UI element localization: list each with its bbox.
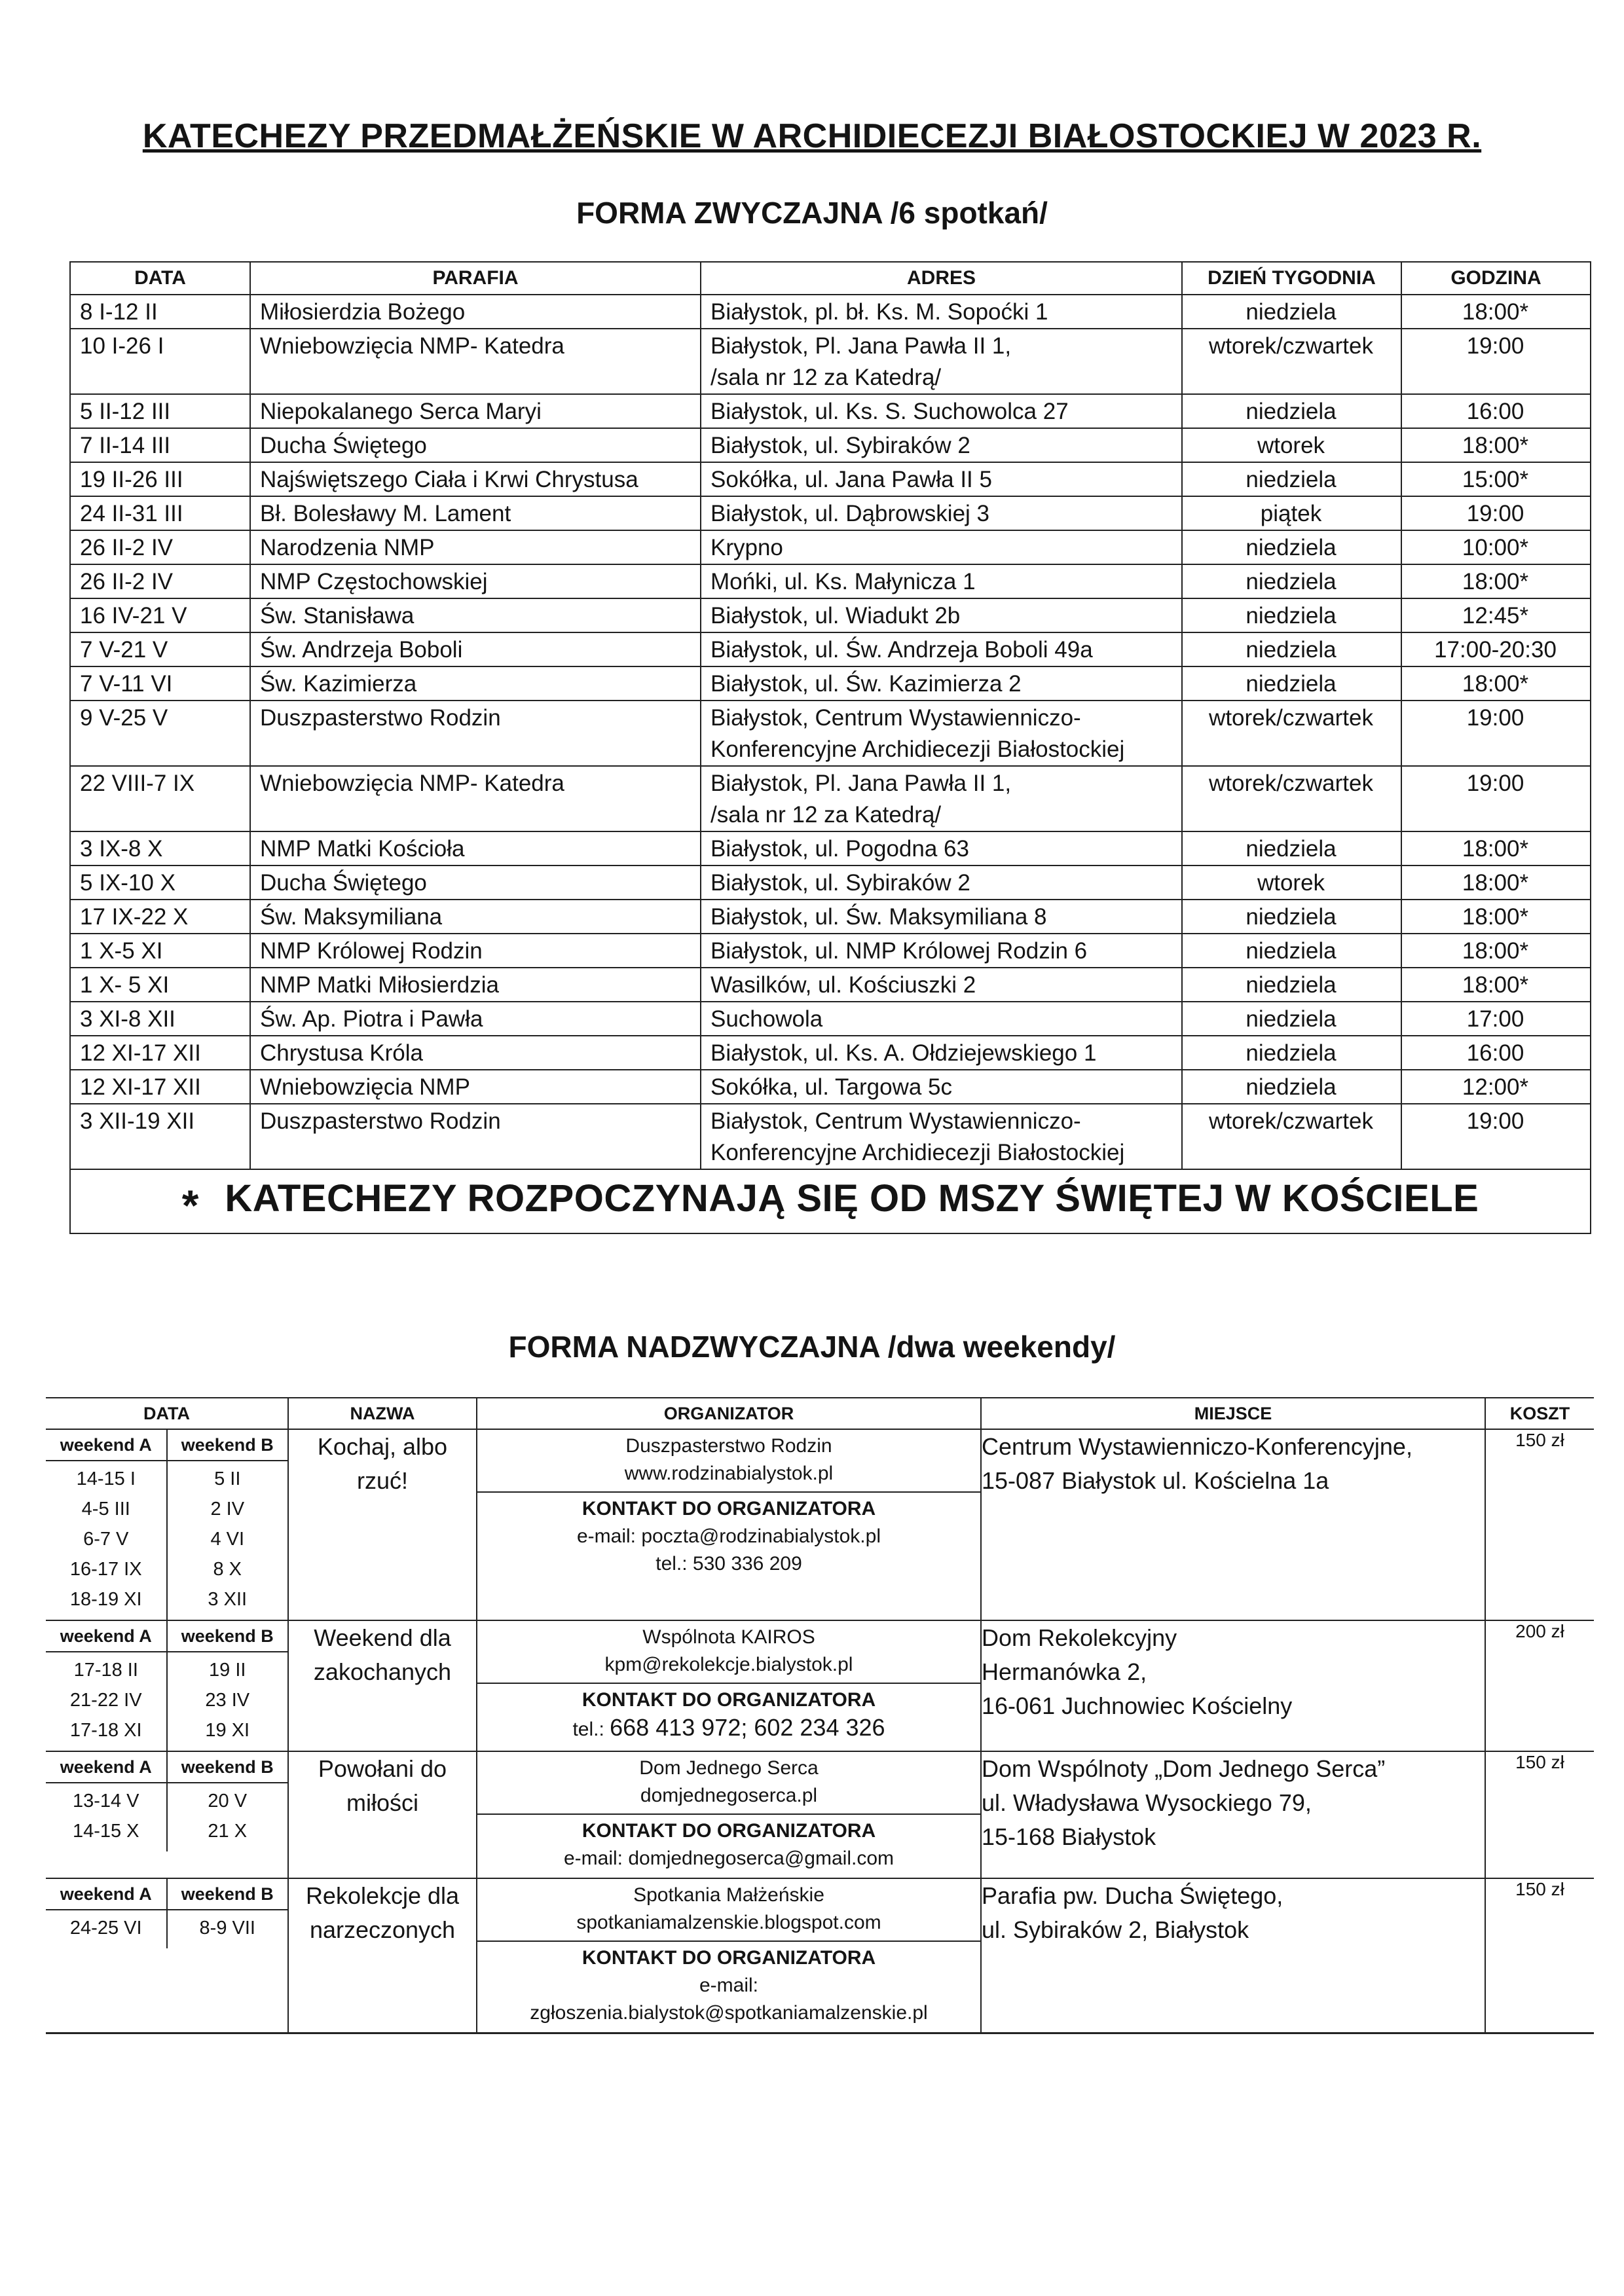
- address-line: Białystok, ul. Sybiraków 2: [710, 870, 970, 896]
- cell-weekday: wtorek/czwartek: [1182, 766, 1401, 831]
- phone-numbers: 668 413 972; 602 234 326: [610, 1714, 885, 1741]
- table-row: [70, 1070, 1591, 1104]
- address-line: Białystok, ul. Św. Andrzeja Boboli 49a: [710, 637, 1093, 663]
- weekend-header: [46, 1430, 287, 1461]
- column-header-place: MIEJSCE: [981, 1398, 1485, 1429]
- cell-weekday: niedziela: [1182, 934, 1401, 968]
- weekend-b-label: weekend B: [181, 1435, 274, 1455]
- table-row: [70, 530, 1591, 564]
- table-row: [70, 968, 1591, 1002]
- column-header-parish: PARAFIA: [250, 262, 701, 295]
- organizer-info: [477, 1752, 980, 1815]
- table-row: [70, 496, 1591, 530]
- cell-hour: 18:00*: [1401, 564, 1591, 598]
- cell-date: 12 XI-17 XII: [70, 1036, 250, 1070]
- cell-weekday: niedziela: [1182, 295, 1401, 329]
- table-row: [70, 666, 1591, 701]
- weekend-date: 17-18 II: [73, 1660, 138, 1681]
- address-line: Mońki, ul. Ks. Małynicza 1: [710, 569, 976, 594]
- cell-weekday: piątek: [1182, 496, 1401, 530]
- cell-cost: 200 zł: [1485, 1620, 1594, 1751]
- organizer-info: [477, 1621, 980, 1684]
- organizer-name: Spotkania Małżeńskie: [633, 1884, 824, 1906]
- cell-parish: Wniebowzięcia NMP: [250, 1070, 701, 1104]
- column-header-address: ADRES: [701, 262, 1182, 295]
- weekend-date: 17-18 XI: [69, 1720, 142, 1741]
- cell-organizer: [477, 1878, 981, 2033]
- address-line: /sala nr 12 za Katedrą/: [710, 365, 942, 390]
- cell-address: [701, 632, 1182, 666]
- contact-line: tel.: 530 336 209: [655, 1553, 802, 1575]
- contact-line: zgłoszenia.bialystok@spotkaniamalzenskie.pl: [530, 2002, 928, 2024]
- cell-address: [701, 701, 1182, 766]
- organizer-info: [477, 1430, 980, 1493]
- cell-dates: [46, 1429, 288, 1620]
- address-line: Białystok, ul. Ks. A. Ołdziejewskiego 1: [710, 1040, 1097, 1066]
- cell-parish: NMP Matki Kościoła: [250, 831, 701, 866]
- column-header-weekday: DZIEŃ TYGODNIA: [1182, 262, 1401, 295]
- cell-dates: [46, 1620, 288, 1751]
- cell-date: 5 II-12 III: [70, 394, 250, 428]
- cell-date: 26 II-2 IV: [70, 564, 250, 598]
- cell-event-name: Rekolekcje dla narzeczonych: [288, 1878, 477, 2033]
- cell-date: 22 VIII-7 IX: [70, 766, 250, 831]
- address-line: Białystok, Pl. Jana Pawła II 1,: [710, 333, 1012, 359]
- cell-organizer: [477, 1751, 981, 1878]
- weekend-date: 13-14 V: [72, 1791, 139, 1812]
- table-header-row: [70, 262, 1591, 295]
- cell-hour: 15:00*: [1401, 462, 1591, 496]
- place-line: 16-061 Juchnowiec Kościelny: [982, 1692, 1293, 1719]
- weekend-date: 4-5 III: [81, 1499, 130, 1520]
- column-header-organizer: ORGANIZATOR: [477, 1398, 981, 1429]
- table-row: [70, 1036, 1591, 1070]
- address-line: Krypno: [710, 535, 783, 560]
- cell-hour: 19:00: [1401, 329, 1591, 394]
- cell-weekday: niedziela: [1182, 1036, 1401, 1070]
- cell-weekday: niedziela: [1182, 900, 1401, 934]
- cell-date: 9 V-25 V: [70, 701, 250, 766]
- cell-address: [701, 329, 1182, 394]
- cell-place: [981, 1878, 1485, 2033]
- cell-address: [701, 1104, 1182, 1169]
- table-header-row: [46, 1398, 1594, 1429]
- cell-date: 10 I-26 I: [70, 329, 250, 394]
- weekend-date: 18-19 XI: [69, 1589, 142, 1610]
- contact-line: e-mail: domjednegoserca@gmail.com: [564, 1848, 894, 1869]
- address-line: Białystok, ul. Pogodna 63: [710, 836, 969, 862]
- address-line: Białystok, ul. Wiadukt 2b: [710, 603, 961, 629]
- address-line: Białystok, ul. Św. Kazimierza 2: [710, 671, 1022, 697]
- table-row: [70, 394, 1591, 428]
- cell-address: [701, 831, 1182, 866]
- weekend-dates: [46, 1461, 287, 1620]
- cell-date: 8 I-12 II: [70, 295, 250, 329]
- cell-hour: 18:00*: [1401, 866, 1591, 900]
- cell-address: [701, 598, 1182, 632]
- cell-address: [701, 1070, 1182, 1104]
- cell-date: 1 X-5 XI: [70, 934, 250, 968]
- cell-weekday: wtorek/czwartek: [1182, 1104, 1401, 1169]
- organizer-contact: [477, 1493, 980, 1583]
- weekend-date: 16-17 IX: [69, 1559, 142, 1580]
- cell-hour: 17:00: [1401, 1002, 1591, 1036]
- weekend-date: 21 X: [208, 1821, 248, 1842]
- organizer-website: spotkaniamalzenskie.blogspot.com: [576, 1912, 881, 1933]
- weekend-date: 21-22 IV: [69, 1690, 142, 1711]
- section-heading-regular: FORMA ZWYCZAJNA /6 spotkań/: [576, 196, 1048, 230]
- cell-parish: Wniebowzięcia NMP- Katedra: [250, 329, 701, 394]
- cell-parish: NMP Królowej Rodzin: [250, 934, 701, 968]
- table-row: [70, 598, 1591, 632]
- cell-date: 3 IX-8 X: [70, 831, 250, 866]
- place-line: Dom Wspólnoty „Dom Jednego Serca”: [982, 1755, 1386, 1782]
- cell-date: 7 V-11 VI: [70, 666, 250, 701]
- weekend-dates: [46, 1652, 287, 1751]
- address-line: Sokółka, ul. Targowa 5c: [710, 1074, 953, 1100]
- cell-parish: Św. Andrzeja Boboli: [250, 632, 701, 666]
- weekend-dates: [46, 1910, 287, 1948]
- footnote: [70, 1169, 1591, 1233]
- cell-hour: 16:00: [1401, 394, 1591, 428]
- organizer-name: Wspólnota KAIROS: [642, 1626, 815, 1648]
- table-row: [70, 831, 1591, 866]
- extraordinary-form-table: [46, 1397, 1594, 2034]
- table-row: [70, 766, 1591, 831]
- organizer-website: www.rodzinabialystok.pl: [624, 1463, 834, 1484]
- cell-parish: Narodzenia NMP: [250, 530, 701, 564]
- address-line: Konferencyjne Archidiecezji Białostockiej: [710, 737, 1125, 762]
- footnote-row: [70, 1169, 1591, 1233]
- weekend-date: 20 V: [208, 1791, 248, 1812]
- weekend-b-dates: [168, 1461, 288, 1620]
- cell-parish: Niepokalanego Serca Maryi: [250, 394, 701, 428]
- weekend-a-dates: [46, 1461, 168, 1620]
- weekend-date: 14-15 I: [76, 1468, 136, 1489]
- weekend-date: 19 II: [209, 1660, 246, 1681]
- cell-date: 3 XII-19 XII: [70, 1104, 250, 1169]
- phone-prefix: tel.:: [572, 1719, 604, 1740]
- cell-weekday: wtorek: [1182, 428, 1401, 462]
- cell-parish: Wniebowzięcia NMP- Katedra: [250, 766, 701, 831]
- cell-event-name: Weekend dla zakochanych: [288, 1620, 477, 1751]
- table-row: [46, 1751, 1594, 1878]
- weekend-b-label: weekend B: [181, 1757, 274, 1777]
- organizer-website: kpm@rekolekcje.bialystok.pl: [604, 1654, 853, 1675]
- cell-hour: 19:00: [1401, 496, 1591, 530]
- cell-cost: 150 zł: [1485, 1878, 1594, 2033]
- address-line: Białystok, ul. Sybiraków 2: [710, 433, 970, 458]
- cell-hour: 18:00*: [1401, 428, 1591, 462]
- address-line: Białystok, Centrum Wystawienniczo-: [710, 1108, 1081, 1134]
- place-line: Hermanówka 2,: [982, 1658, 1147, 1685]
- weekend-b-label: weekend B: [181, 1626, 274, 1646]
- table-row: [70, 329, 1591, 394]
- cell-parish: NMP Częstochowskiej: [250, 564, 701, 598]
- cell-parish: Chrystusa Króla: [250, 1036, 701, 1070]
- table-row: [70, 866, 1591, 900]
- section-heading-extraordinary: FORMA NADZWYCZAJNA /dwa weekendy/: [508, 1330, 1116, 1364]
- cell-hour: 10:00*: [1401, 530, 1591, 564]
- cell-hour: 12:45*: [1401, 598, 1591, 632]
- cell-dates: [46, 1878, 288, 2033]
- cell-address: [701, 934, 1182, 968]
- table-row: [46, 1878, 1594, 2033]
- cell-address: [701, 666, 1182, 701]
- cell-event-name: Kochaj, albo rzuć!: [288, 1429, 477, 1620]
- regular-form-table: [69, 261, 1591, 1234]
- cell-hour: 18:00*: [1401, 900, 1591, 934]
- cell-parish: Najświętszego Ciała i Krwi Chrystusa: [250, 462, 701, 496]
- cell-organizer: [477, 1429, 981, 1620]
- cell-parish: Bł. Bolesławy M. Lament: [250, 496, 701, 530]
- contact-line: e-mail:: [699, 1975, 758, 1996]
- cell-address: [701, 530, 1182, 564]
- table-row: [70, 462, 1591, 496]
- cell-parish: Św. Ap. Piotra i Pawła: [250, 1002, 701, 1036]
- cell-parish: Duszpasterstwo Rodzin: [250, 1104, 701, 1169]
- cell-place: [981, 1751, 1485, 1878]
- address-line: Sokółka, ul. Jana Pawła II 5: [710, 467, 992, 492]
- cell-weekday: niedziela: [1182, 530, 1401, 564]
- column-header-name: NAZWA: [288, 1398, 477, 1429]
- cell-hour: 16:00: [1401, 1036, 1591, 1070]
- cell-date: 16 IV-21 V: [70, 598, 250, 632]
- cell-date: 7 II-14 III: [70, 428, 250, 462]
- cell-cost: 150 zł: [1485, 1429, 1594, 1620]
- table-row: [70, 564, 1591, 598]
- contact-label: KONTAKT DO ORGANIZATORA: [581, 1498, 876, 1520]
- cell-weekday: niedziela: [1182, 831, 1401, 866]
- cell-weekday: niedziela: [1182, 564, 1401, 598]
- cell-address: [701, 295, 1182, 329]
- cell-weekday: niedziela: [1182, 1002, 1401, 1036]
- address-line: Białystok, ul. NMP Królowej Rodzin 6: [710, 938, 1088, 964]
- weekend-date: 5 II: [214, 1468, 241, 1489]
- cell-parish: Św. Maksymiliana: [250, 900, 701, 934]
- cell-date: 19 II-26 III: [70, 462, 250, 496]
- table-row: [70, 900, 1591, 934]
- table-row: [46, 1429, 1594, 1620]
- weekend-a-dates: [46, 1783, 168, 1851]
- cell-parish: Św. Kazimierza: [250, 666, 701, 701]
- cell-date: 12 XI-17 XII: [70, 1070, 250, 1104]
- address-line: Białystok, pl. bł. Ks. M. Sopoćki 1: [710, 299, 1048, 325]
- cell-weekday: wtorek/czwartek: [1182, 329, 1401, 394]
- cell-address: [701, 900, 1182, 934]
- table-row: [70, 1104, 1591, 1169]
- address-line: Białystok, Pl. Jana Pawła II 1,: [710, 771, 1012, 796]
- cell-hour: 19:00: [1401, 1104, 1591, 1169]
- table-row: [70, 295, 1591, 329]
- cell-address: [701, 766, 1182, 831]
- cell-address: [701, 394, 1182, 428]
- table-row: [70, 934, 1591, 968]
- weekend-date: 8 X: [213, 1559, 242, 1580]
- place-line: ul. Władysława Wysockiego 79,: [982, 1789, 1312, 1816]
- weekend-header: [46, 1752, 287, 1783]
- weekend-a-label: weekend A: [46, 1621, 168, 1651]
- cell-weekday: niedziela: [1182, 666, 1401, 701]
- address-line: /sala nr 12 za Katedrą/: [710, 802, 942, 828]
- cell-address: [701, 968, 1182, 1002]
- weekend-header: [46, 1621, 287, 1652]
- weekend-date: 14-15 X: [72, 1821, 139, 1842]
- weekend-a-dates: [46, 1910, 168, 1948]
- organizer-name: Dom Jednego Serca: [639, 1757, 819, 1779]
- address-line: Konferencyjne Archidiecezji Białostockiej: [710, 1140, 1125, 1165]
- cell-date: 1 X- 5 XI: [70, 968, 250, 1002]
- cell-address: [701, 1002, 1182, 1036]
- weekend-b-dates: [168, 1652, 288, 1751]
- cell-weekday: niedziela: [1182, 394, 1401, 428]
- place-line: 15-087 Białystok ul. Kościelna 1a: [982, 1467, 1329, 1494]
- cell-parish: Św. Stanisława: [250, 598, 701, 632]
- cell-weekday: niedziela: [1182, 1070, 1401, 1104]
- weekend-b-dates: [168, 1783, 288, 1851]
- weekend-a-label: weekend A: [46, 1430, 168, 1460]
- column-header-date: DATA: [70, 262, 250, 295]
- contact-label: KONTAKT DO ORGANIZATORA: [581, 1820, 876, 1842]
- weekend-b-label: weekend B: [181, 1884, 274, 1904]
- column-header-hour: GODZINA: [1401, 262, 1591, 295]
- cell-weekday: niedziela: [1182, 598, 1401, 632]
- cell-hour: 18:00*: [1401, 666, 1591, 701]
- contact-line: e-mail: poczta@rodzinabialystok.pl: [577, 1525, 881, 1547]
- contact-phone: [483, 1714, 975, 1743]
- weekend-a-label: weekend A: [46, 1752, 168, 1782]
- cell-weekday: niedziela: [1182, 462, 1401, 496]
- organizer-info: [477, 1879, 980, 1942]
- document-title: KATECHEZY PRZEDMAŁŻEŃSKIE W ARCHIDIECEZJI BIAŁOSTOCKIEJ W 2023 R.: [142, 117, 1482, 155]
- table-row: [70, 632, 1591, 666]
- cell-place: [981, 1620, 1485, 1751]
- weekend-dates: [46, 1783, 287, 1851]
- weekend-a-dates: [46, 1652, 168, 1751]
- weekend-date: 19 XI: [205, 1720, 250, 1741]
- contact-label: KONTAKT DO ORGANIZATORA: [581, 1947, 876, 1969]
- cell-parish: Ducha Świętego: [250, 866, 701, 900]
- weekend-date: 4 VI: [210, 1529, 245, 1550]
- cell-parish: Ducha Świętego: [250, 428, 701, 462]
- cell-date: 5 IX-10 X: [70, 866, 250, 900]
- cell-hour: 18:00*: [1401, 968, 1591, 1002]
- weekend-date: 3 XII: [208, 1589, 248, 1610]
- weekend-date: 24-25 VI: [69, 1918, 142, 1939]
- cell-hour: 19:00: [1401, 766, 1591, 831]
- address-line: Białystok, Centrum Wystawienniczo-: [710, 705, 1081, 731]
- organizer-name: Duszpasterstwo Rodzin: [625, 1435, 832, 1457]
- cell-hour: 18:00*: [1401, 934, 1591, 968]
- weekend-a-label: weekend A: [46, 1879, 168, 1909]
- cell-date: 17 IX-22 X: [70, 900, 250, 934]
- cell-weekday: niedziela: [1182, 632, 1401, 666]
- cell-cost: 150 zł: [1485, 1751, 1594, 1878]
- organizer-contact: [477, 1684, 980, 1749]
- cell-address: [701, 462, 1182, 496]
- cell-place: [981, 1429, 1485, 1620]
- cell-date: 3 XI-8 XII: [70, 1002, 250, 1036]
- place-line: Dom Rekolekcyjny: [982, 1624, 1177, 1651]
- weekend-header: [46, 1879, 287, 1910]
- column-header-date: DATA: [46, 1398, 288, 1429]
- weekend-b-dates: [168, 1910, 288, 1948]
- footnote-star: *: [181, 1180, 199, 1230]
- weekend-date: 2 IV: [210, 1499, 245, 1520]
- cell-hour: 19:00: [1401, 701, 1591, 766]
- place-line: Centrum Wystawienniczo-Konferencyjne,: [982, 1433, 1412, 1460]
- cell-weekday: wtorek: [1182, 866, 1401, 900]
- cell-dates: [46, 1751, 288, 1878]
- weekend-date: 23 IV: [205, 1690, 250, 1711]
- organizer-website: domjednegoserca.pl: [640, 1785, 818, 1806]
- cell-weekday: wtorek/czwartek: [1182, 701, 1401, 766]
- weekend-date: 6-7 V: [83, 1529, 129, 1550]
- cell-hour: 18:00*: [1401, 295, 1591, 329]
- cell-weekday: niedziela: [1182, 968, 1401, 1002]
- organizer-contact: [477, 1942, 980, 2032]
- cell-address: [701, 866, 1182, 900]
- cell-date: 7 V-21 V: [70, 632, 250, 666]
- table-row: [70, 428, 1591, 462]
- place-line: Parafia pw. Ducha Świętego,: [982, 1882, 1283, 1909]
- column-header-cost: KOSZT: [1485, 1398, 1594, 1429]
- cell-date: 26 II-2 IV: [70, 530, 250, 564]
- place-line: 15-168 Białystok: [982, 1823, 1156, 1850]
- table-row: [70, 701, 1591, 766]
- address-line: Białystok, ul. Ks. S. Suchowolca 27: [710, 399, 1069, 424]
- cell-event-name: Powołani do miłości: [288, 1751, 477, 1878]
- cell-organizer: [477, 1620, 981, 1751]
- contact-label: KONTAKT DO ORGANIZATORA: [581, 1689, 876, 1711]
- footnote-text: KATECHEZY ROZPOCZYNAJĄ SIĘ OD MSZY ŚWIĘTEJ W KOŚCIELE: [225, 1177, 1479, 1220]
- cell-hour: 17:00-20:30: [1401, 632, 1591, 666]
- place-line: ul. Sybiraków 2, Białystok: [982, 1916, 1249, 1943]
- cell-address: [701, 1036, 1182, 1070]
- cell-address: [701, 564, 1182, 598]
- cell-parish: Duszpasterstwo Rodzin: [250, 701, 701, 766]
- table-row: [46, 1620, 1594, 1751]
- cell-address: [701, 428, 1182, 462]
- address-line: Białystok, ul. Dąbrowskiej 3: [710, 501, 989, 526]
- address-line: Wasilków, ul. Kościuszki 2: [710, 972, 976, 998]
- weekend-date: 8-9 VII: [199, 1918, 255, 1939]
- address-line: Białystok, ul. Św. Maksymiliana 8: [710, 904, 1047, 930]
- cell-parish: Miłosierdzia Bożego: [250, 295, 701, 329]
- address-line: Suchowola: [710, 1006, 823, 1032]
- cell-parish: NMP Matki Miłosierdzia: [250, 968, 701, 1002]
- cell-date: 24 II-31 III: [70, 496, 250, 530]
- cell-address: [701, 496, 1182, 530]
- table-row: [70, 1002, 1591, 1036]
- cell-hour: 18:00*: [1401, 831, 1591, 866]
- organizer-contact: [477, 1815, 980, 1878]
- cell-hour: 12:00*: [1401, 1070, 1591, 1104]
